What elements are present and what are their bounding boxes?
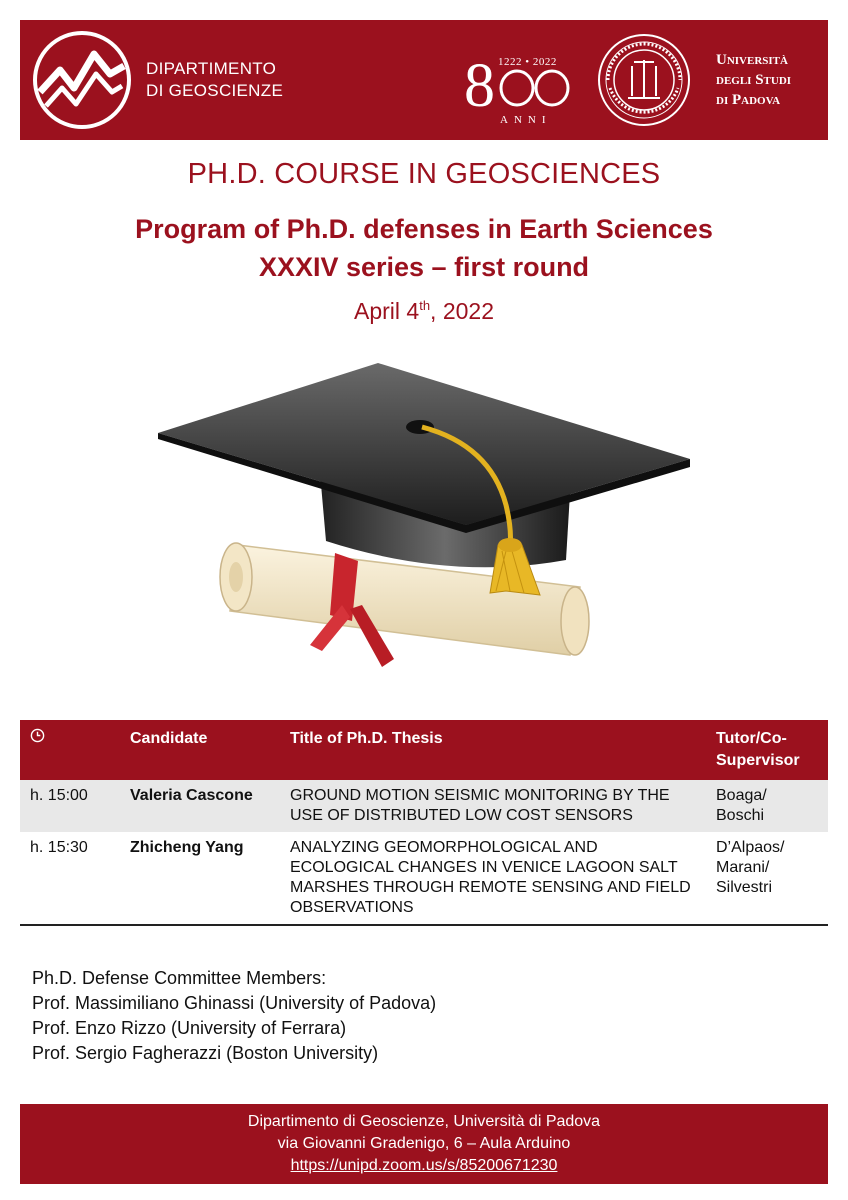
date-year: , 2022 — [430, 298, 494, 324]
department-logo-icon — [32, 30, 132, 130]
table-row — [20, 832, 828, 925]
row-time: h. 15:00 — [20, 780, 120, 832]
program-title-line2: XXXIV series – first round — [258, 252, 590, 282]
cap-board-icon — [158, 363, 690, 525]
graduation-cap-diploma-illustration — [150, 355, 710, 695]
row-candidate: Zhicheng Yang — [120, 832, 280, 925]
department-name — [146, 58, 283, 102]
clock-icon — [30, 728, 45, 743]
header-time — [20, 720, 120, 780]
row-time: h. 15:30 — [20, 832, 120, 925]
committee-member: Prof. Sergio Fagherazzi (Boston University) — [32, 1043, 379, 1063]
date-ordinal: th — [419, 298, 431, 313]
row-thesis: ANALYZING GEOMORPHOLOGICAL AND ECOLOGICAL CHANGES IN VENICE LAGOON SALT MARSHES THROUGH REMOTE SENSING AND FIELD OBSERVATIONS — [280, 832, 706, 925]
committee-member: Prof. Enzo Rizzo (University of Ferrara) — [32, 1018, 347, 1038]
row-candidate: Valeria Cascone — [120, 780, 280, 832]
university-seal-icon — [596, 32, 692, 128]
row-tutor: D’Alpaos/ Marani/ Silvestri — [706, 832, 828, 925]
row-tutor: Boaga/ Boschi — [706, 780, 828, 832]
program-title — [0, 210, 848, 286]
department-name-line2: DI GEOSCIENZE — [146, 81, 284, 100]
header-tutor: Tutor/Co-Supervisor — [706, 720, 828, 780]
program-title-line1: Program of Ph.D. defenses in Earth Sciences — [135, 214, 713, 244]
header-thesis: Title of Ph.D. Thesis — [280, 720, 706, 780]
defense-schedule-table — [20, 720, 828, 926]
header-band — [20, 20, 828, 140]
anniversary-years: 1222 • 2022 — [498, 56, 557, 68]
committee-member: Prof. Massimiliano Ghinassi (University of Padova) — [32, 993, 437, 1013]
committee-heading: Ph.D. Defense Committee Members: — [32, 968, 327, 988]
anniversary-800-logo-icon — [462, 42, 574, 122]
zoom-meeting-link[interactable]: https://unipd.zoom.us/s/85200671230 — [290, 1157, 558, 1174]
course-title: PH.D. COURSE IN GEOSCIENCES — [187, 158, 661, 190]
university-name-line1: Università — [716, 52, 788, 68]
footer-address-line1: Dipartimento di Geoscienze, Università di Padova — [247, 1113, 601, 1130]
svg-text:8: 8 — [464, 52, 495, 120]
table-header-row — [20, 720, 828, 780]
committee-section — [32, 966, 436, 1066]
department-name-line1: DIPARTIMENTO — [146, 59, 277, 78]
anniversary-word: ANNI — [500, 114, 552, 126]
header-candidate: Candidate — [120, 720, 280, 780]
row-thesis: GROUND MOTION SEISMIC MONITORING BY THE USE OF DISTRIBUTED LOW COST SENSORS — [280, 780, 706, 832]
university-name — [716, 50, 791, 110]
footer-address-line2: via Giovanni Gradenigo, 6 – Aula Arduino — [277, 1135, 571, 1152]
defense-date — [0, 298, 848, 325]
university-name-line3: di Padova — [716, 92, 781, 108]
university-name-line2: degli Studi — [716, 72, 792, 88]
footer-band — [20, 1104, 828, 1184]
table-row — [20, 780, 828, 832]
date-day: April 4 — [354, 298, 420, 324]
